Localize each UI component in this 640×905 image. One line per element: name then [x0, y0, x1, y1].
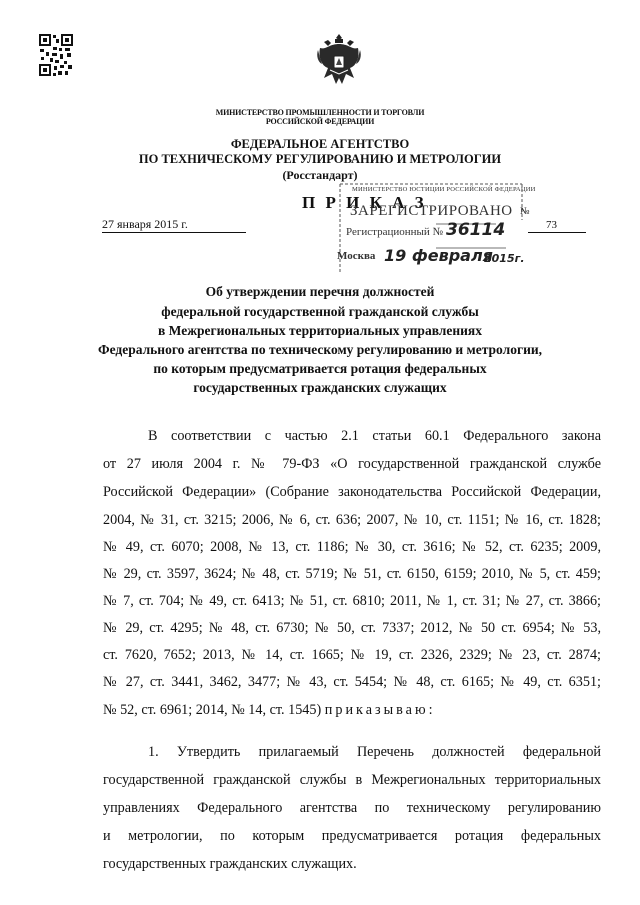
body-line: 2004, № 31, ст. 3215; 2006, № 6, ст. 636; 2007, № 10, ст. 1151; № 16, ст. 1828; [103, 512, 601, 528]
coat-of-arms-icon [314, 30, 364, 92]
title-line4: Федерального агентства по техническому регулированию и метрологии, [97, 342, 543, 357]
document-type: П Р И К А З [302, 193, 427, 212]
body-decree-word: приказываю: [324, 702, 436, 718]
body-line: № 29, ст. 3597, 3624; № 48, ст. 5719; № 51, ст. 6150, 6159; 2010, № 5, ст. 459; [103, 566, 601, 582]
body-line: и метрологии, по которым предусматривается ротация федеральных [103, 828, 601, 844]
stamp-city: Москва [337, 250, 376, 262]
document-date: 27 января 2015 г. [102, 217, 188, 231]
document-number: 73 [546, 219, 557, 231]
body-line: № 29, ст. 4295; № 48, ст. 6730; № 50, ст. 7337; 2012, № 50 ст. 6954; № 53, [103, 620, 601, 636]
title-line1: Об утверждении перечня должностей [205, 284, 435, 299]
body-line: Российской Федерации» (Собрание законодательства Российской Федерации, [103, 484, 601, 500]
stamp-reg-number: 36114 [446, 220, 506, 240]
body-line: государственных гражданских служащих. [103, 856, 357, 872]
stamp-ministry: МИНИСТЕРСТВО ЮСТИЦИИ РОССИЙСКОЙ ФЕДЕРАЦИИ [352, 186, 536, 193]
document-number-label: № [520, 206, 530, 217]
body-line: ст. 7620, 7652; 2013, № 14, ст. 1665; № 19, ст. 2326, 2329; № 23, ст. 2874; [103, 647, 601, 663]
agency-short-name: (Росстандарт) [282, 168, 358, 182]
stamp-reg-year: 2015г. [484, 252, 525, 265]
qr-code-icon [38, 33, 74, 77]
body-line: 1. Утвердить прилагаемый Перечень должностей федеральной [148, 744, 601, 760]
number-underline [528, 232, 586, 233]
body-line: № 49, ст. 6070; 2008, № 13, ст. 1186; № 30, ст. 3616; № 52, ст. 6235; 2009, [103, 539, 601, 555]
title-line5: по которым предусматривается ротация федеральных [153, 361, 487, 376]
body-line: государственной гражданской службы в Межрегиональных территориальных [103, 772, 601, 788]
stamp-reg-label: Регистрационный № [346, 226, 444, 238]
body-line: В соответствии с частью 2.1 статьи 60.1 Федерального закона [148, 428, 601, 444]
stamp-reg-day: 19 февраля [384, 246, 493, 265]
stamp-registered: ЗАРЕГИСТРИРОВАНО [350, 203, 513, 219]
ministry-name-line2: РОССИЙСКОЙ ФЕДЕРАЦИИ [265, 117, 375, 126]
body-line: управлениях Федерального агентства по техническому регулированию [103, 800, 601, 816]
ministry-name-line1: МИНИСТЕРСТВО ПРОМЫШЛЕННОСТИ И ТОРГОВЛИ [215, 108, 425, 117]
agency-name-line1: ФЕДЕРАЛЬНОЕ АГЕНТСТВО [230, 137, 410, 151]
body-line: от 27 июля 2004 г. № 79-ФЗ «О государственной гражданской службе [103, 456, 601, 472]
body-line: № 7, ст. 704; № 49, ст. 6413; № 51, ст. 6810; 2011, № 1, ст. 31; № 27, ст. 3866; [103, 593, 601, 609]
title-line6: государственных гражданских служащих [193, 380, 447, 395]
agency-name-line2: ПО ТЕХНИЧЕСКОМУ РЕГУЛИРОВАНИЮ И МЕТРОЛОГИИ [138, 152, 502, 166]
body-citation-end: № 52, ст. 6961; 2014, № 14, ст. 1545) [103, 702, 322, 718]
body-line-last [103, 702, 601, 719]
title-line2: федеральной государственной гражданской службы [161, 304, 479, 319]
title-line3: в Межрегиональных территориальных управлениях [158, 323, 482, 338]
date-underline [102, 232, 246, 233]
body-line: № 27, ст. 3441, 3462, 3477; № 43, ст. 5454; № 48, ст. 6165; № 49, ст. 6351; [103, 674, 601, 690]
